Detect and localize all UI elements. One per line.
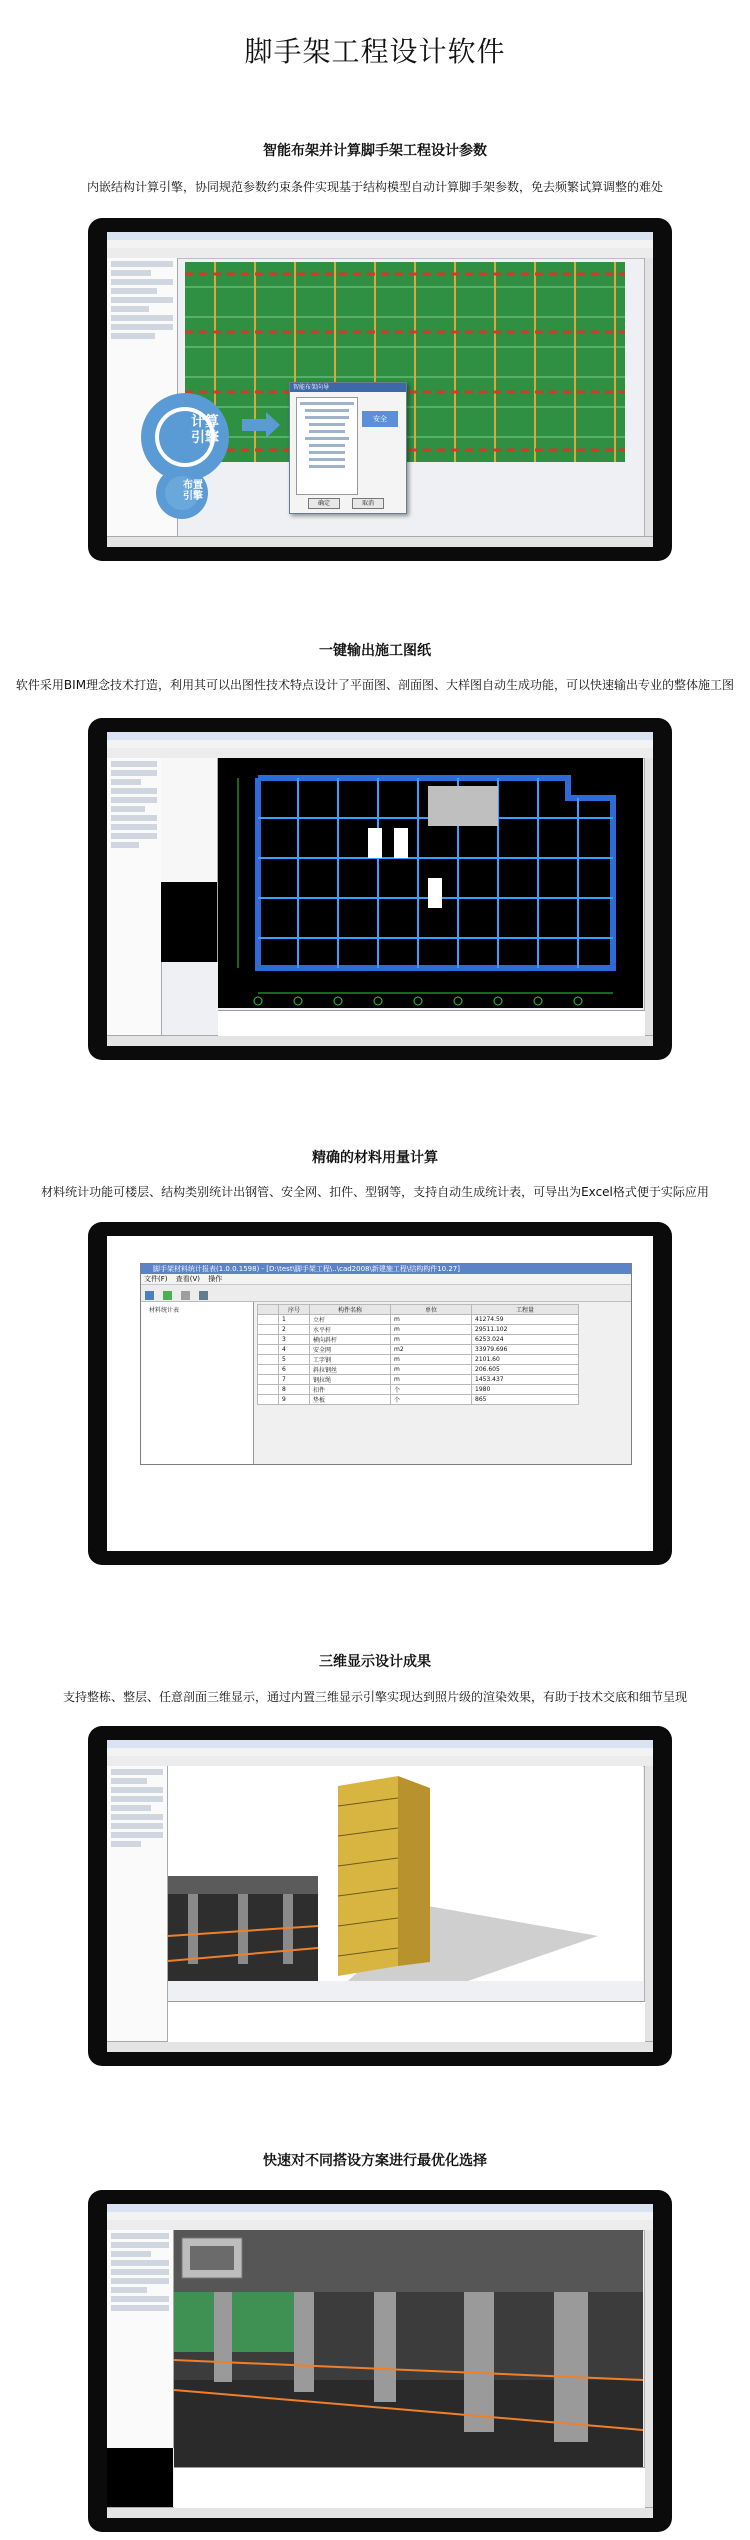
scrollbar[interactable]	[644, 258, 653, 537]
ok-button[interactable]: 确定	[308, 498, 340, 509]
row-marker	[258, 1365, 279, 1375]
cell-quantity: 33979.696	[472, 1345, 579, 1355]
table-row[interactable]	[258, 1385, 579, 1395]
table-row[interactable]	[258, 1365, 579, 1375]
table-row[interactable]	[258, 1375, 579, 1385]
cell-name: 工字钢	[310, 1355, 391, 1365]
app-screenshot-1	[107, 232, 653, 547]
col-index: 序号	[279, 1305, 310, 1315]
engine-gear-graphic	[127, 387, 247, 527]
cell-index: 2	[279, 1325, 310, 1335]
row-marker	[258, 1315, 279, 1325]
sidebar-panel	[107, 758, 162, 1036]
cell-quantity: 1980	[472, 1385, 579, 1395]
menu-view[interactable]: 查看(V)	[175, 1275, 200, 1283]
gear-large-label: 计算 引擎	[191, 414, 219, 446]
sidebar-panel	[107, 1766, 168, 2042]
status-bar	[107, 1035, 653, 1046]
table-row[interactable]	[258, 1355, 579, 1365]
safety-badge: 安全	[362, 411, 398, 427]
cell-quantity: 41274.59	[472, 1315, 579, 1325]
print-icon[interactable]	[145, 1291, 154, 1300]
section-heading-3: 精确的材料用量计算	[312, 1150, 438, 1166]
sidebar-panel	[107, 2230, 174, 2448]
cell-unit: m	[391, 1315, 472, 1325]
cell-unit: m	[391, 1365, 472, 1375]
cell-name: 安全网	[310, 1345, 391, 1355]
cell-quantity: 2101.60	[472, 1355, 579, 1365]
report-window	[140, 1263, 632, 1465]
cell-index: 3	[279, 1335, 310, 1345]
preview-panel	[107, 2448, 173, 2508]
cell-name: 水平杆	[310, 1325, 391, 1335]
cell-name: 垫板	[310, 1395, 391, 1405]
table-row[interactable]	[258, 1395, 579, 1405]
cell-index: 1	[279, 1315, 310, 1325]
cell-unit: m	[391, 1325, 472, 1335]
wizard-dialog[interactable]	[289, 382, 407, 514]
screenshot-frame-4	[88, 1726, 672, 2066]
section-description-3: 材料统计功能可楼层、结构类别统计出钢管、安全网、扣件、型钢等，支持自动生成统计表，可导出为Excel格式便于实际应用	[41, 1185, 709, 1199]
col-name: 构件名称	[310, 1305, 391, 1315]
command-line[interactable]	[174, 2467, 645, 2508]
table-row[interactable]	[258, 1315, 579, 1325]
plan-drawing-viewport	[218, 758, 643, 1008]
app-screenshot-5	[107, 2204, 653, 2518]
cell-index: 4	[279, 1345, 310, 1355]
cell-name: 立杆	[310, 1315, 391, 1325]
command-line[interactable]	[168, 2001, 645, 2042]
cell-index: 8	[279, 1385, 310, 1395]
section-heading-1: 智能布架并计算脚手架工程设计参数	[263, 143, 487, 159]
screenshot-frame-1	[88, 218, 672, 561]
section-heading-4: 三维显示设计成果	[319, 1654, 431, 1670]
table-row[interactable]	[258, 1325, 579, 1335]
cell-name: 斜拉钢丝	[310, 1365, 391, 1375]
cell-index: 5	[279, 1355, 310, 1365]
section-heading-5: 快速对不同搭设方案进行最优化选择	[263, 2153, 487, 2169]
cell-unit: m	[391, 1335, 472, 1345]
material-table	[257, 1304, 579, 1405]
cell-name: 横向斜杆	[310, 1335, 391, 1345]
gear-small-label: 布置 引擎	[183, 480, 203, 502]
row-marker	[258, 1385, 279, 1395]
refresh-icon[interactable]	[181, 1291, 190, 1300]
row-marker	[258, 1345, 279, 1355]
report-toolbar	[141, 1285, 631, 1302]
app-screenshot-4	[107, 1740, 653, 2052]
status-bar	[107, 2507, 653, 2518]
scrollbar[interactable]	[644, 2230, 653, 2508]
cell-name: 扣件	[310, 1385, 391, 1395]
report-menu-bar	[141, 1274, 631, 1285]
cell-unit: m2	[391, 1345, 472, 1355]
cell-quantity: 29511.102	[472, 1325, 579, 1335]
row-marker	[258, 1335, 279, 1345]
scrollbar[interactable]	[644, 758, 653, 1036]
section-description-2: 软件采用BIM理念技术打造，利用其可以出图性技术特点设计了平面图、剖面图、大样图自动生成功能，可以快速输出专业的整体施工图	[15, 678, 735, 692]
section-description-1: 内嵌结构计算引擎，协同规范参数约束条件实现基于结构模型自动计算脚手架参数，免去频繁试算调整的难处	[86, 180, 663, 194]
report-tree	[141, 1302, 254, 1464]
screenshot-frame-5	[88, 2190, 672, 2532]
screenshot-frame-2	[88, 718, 672, 1060]
basement-render-viewport	[174, 2230, 643, 2470]
col-quantity: 工程量	[472, 1305, 579, 1315]
col-unit: 单位	[391, 1305, 472, 1315]
cell-index: 9	[279, 1395, 310, 1405]
cell-name: 钢拉绳	[310, 1375, 391, 1385]
screenshot-frame-3	[88, 1222, 672, 1565]
arrow-icon	[242, 410, 282, 440]
cell-unit: m	[391, 1375, 472, 1385]
cell-quantity: 865	[472, 1395, 579, 1405]
table-row[interactable]	[258, 1335, 579, 1345]
cell-unit: 个	[391, 1395, 472, 1405]
report-window-title: 脚手架材料统计报表(1.0.0.1598) - [D:\test\脚手架工程\..\cad2008\新建施工程\结构构件10.27]	[141, 1264, 631, 1274]
cell-quantity: 206.605	[472, 1365, 579, 1375]
cancel-button[interactable]: 取消	[352, 498, 384, 509]
tree-item-material[interactable]: 材料统计表	[149, 1307, 180, 1314]
row-marker	[258, 1375, 279, 1385]
menu-operate[interactable]: 操作	[208, 1275, 223, 1283]
row-marker	[258, 1325, 279, 1335]
property-panel	[161, 758, 218, 882]
menu-file[interactable]: 文件(F)	[144, 1275, 168, 1283]
cell-quantity: 6253.024	[472, 1335, 579, 1345]
cell-unit: m	[391, 1355, 472, 1365]
toolbar	[107, 248, 653, 259]
preview-panel	[161, 882, 218, 962]
page-title: 脚手架工程设计软件	[244, 35, 506, 68]
dialog-title: 智能布架向导	[290, 383, 406, 392]
row-marker	[258, 1395, 279, 1405]
status-bar	[107, 536, 653, 547]
row-marker	[258, 1355, 279, 1365]
scrollbar[interactable]	[644, 1766, 653, 2042]
export-excel-icon[interactable]	[163, 1291, 172, 1300]
section-heading-2: 一键输出施工图纸	[319, 643, 431, 659]
settings-icon[interactable]	[199, 1291, 208, 1300]
status-bar	[107, 2041, 653, 2052]
app-screenshot-3	[107, 1236, 653, 1551]
section-description-4: 支持整栋、整层、任意剖面三维显示，通过内置三维显示引擎实现达到照片级的渲染效果，有助于技术交底和细节呈现	[62, 1690, 687, 1704]
render-viewport	[168, 1766, 643, 1981]
app-screenshot-2	[107, 732, 653, 1046]
command-line[interactable]	[218, 1010, 645, 1036]
cell-quantity: 1453.437	[472, 1375, 579, 1385]
cell-index: 6	[279, 1365, 310, 1375]
cell-index: 7	[279, 1375, 310, 1385]
cell-unit: 个	[391, 1385, 472, 1395]
table-row[interactable]	[258, 1345, 579, 1355]
